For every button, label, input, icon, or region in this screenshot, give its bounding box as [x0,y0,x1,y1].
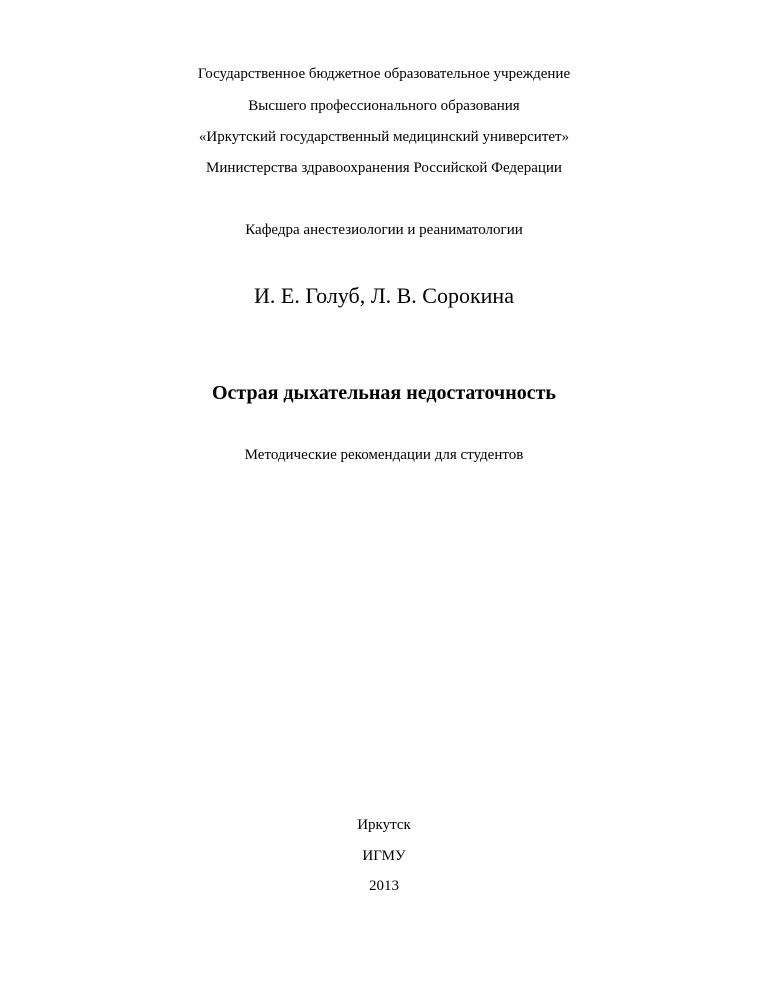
imprint-publisher: ИГМУ [362,848,406,864]
document-title: Острая дыхательная недостаточность [211,382,557,404]
document-subtitle: Методические рекомендации для студентов [244,447,524,463]
authors: И. Е. Голуб, Л. В. Сорокина [254,283,514,308]
imprint-city: Иркутск [357,817,411,833]
department-name: Кафедра анестезиологии и реаниматологии [245,222,523,238]
institution-line-3: «Иркутский государственный медицинский университет» [198,129,570,145]
institution-line-2: Высшего профессионального образования [248,98,520,114]
institution-line-1: Государственное бюджетное образовательное учреждение [197,66,571,82]
imprint-year: 2013 [369,878,399,894]
institution-line-4: Министерства здравоохранения Российской Федерации [206,160,562,176]
